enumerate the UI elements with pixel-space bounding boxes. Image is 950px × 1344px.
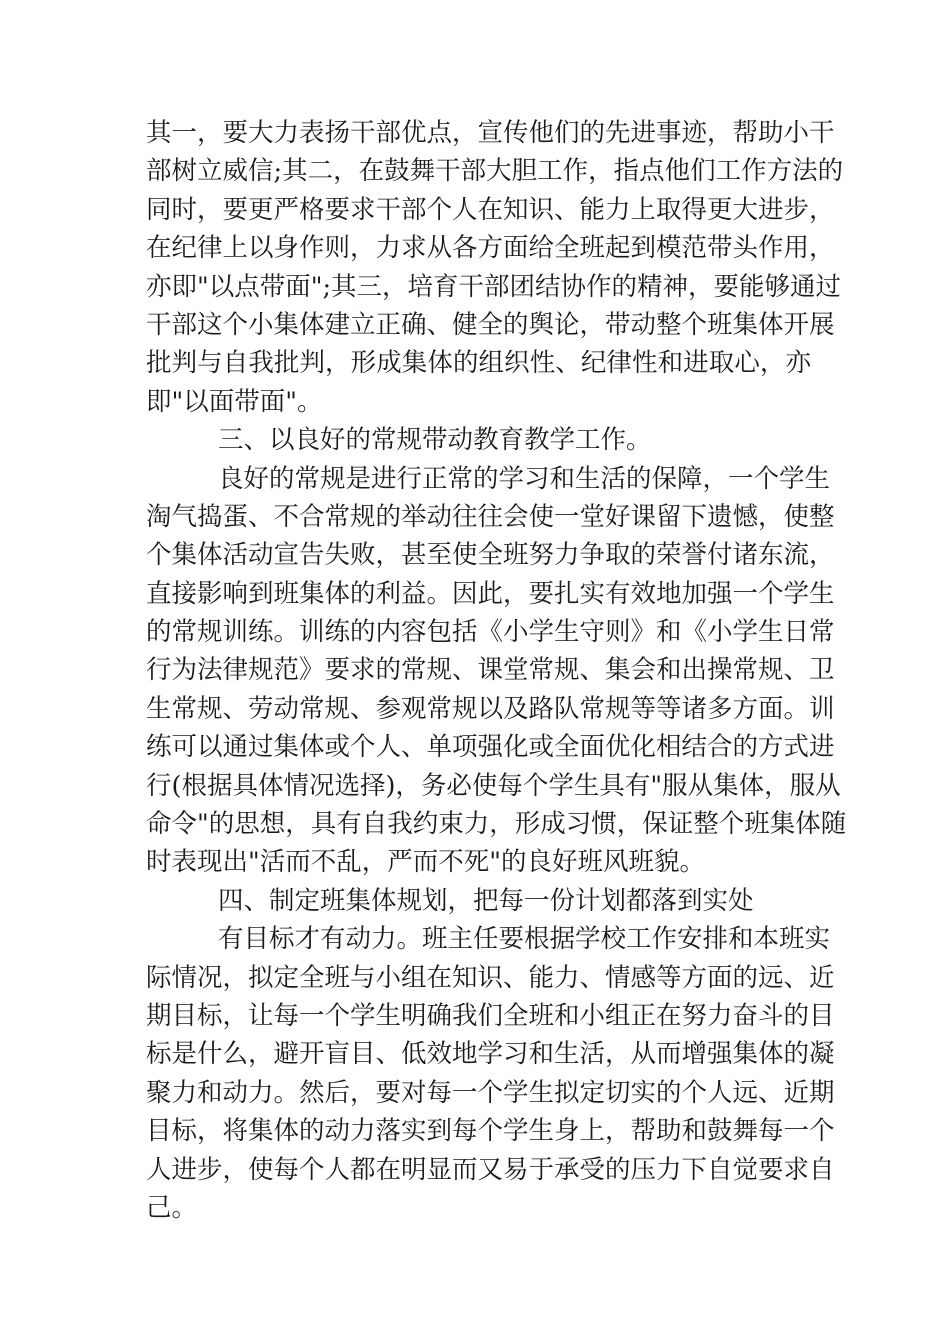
text-line: 有目标才有动力。班主任要根据学校工作安排和本班实 <box>218 924 831 955</box>
text-line: 亦即"以点带面";其三，培育干部团结协作的精神，要能够通过 <box>146 271 842 302</box>
text-line: 干部这个小集体建立正确、健全的舆论，带动整个班集体开展 <box>146 309 835 340</box>
text-line: 聚力和动力。然后，要对每一个学生拟定切实的个人远、近期 <box>146 1077 835 1108</box>
text-line: 行(根据具体情况选择)，务必使每个学生具有"服从集体，服从 <box>146 770 841 801</box>
text-line: 直接影响到班集体的利益。因此，要扎实有效地加强一个学生 <box>146 578 835 609</box>
text-line: 四、制定班集体规划，把每一份计划都落到实处 <box>218 885 754 916</box>
text-line: 三、以良好的常规带动教育教学工作。 <box>218 425 652 456</box>
text-line: 同时，要更严格要求干部个人在知识、能力上取得更大进步， <box>146 194 835 225</box>
text-line: 的常规训练。训练的内容包括《小学生守则》和《小学生日常 <box>146 617 835 648</box>
text-line: 人进步，使每个人都在明显而又易于承受的压力下自觉要求自 <box>146 1154 835 1185</box>
text-line: 时表现出"活而不乱，严而不死"的良好班风班貌。 <box>146 847 705 878</box>
text-line: 际情况，拟定全班与小组在知识、能力、情感等方面的远、近 <box>146 962 835 993</box>
text-line: 己。 <box>146 1192 198 1223</box>
text-line: 标是什么，避开盲目、低效地学习和生活，从而增强集体的凝 <box>146 1039 835 1070</box>
text-line: 个集体活动宣告失败，甚至使全班努力争取的荣誉付诸东流， <box>146 540 835 571</box>
text-line: 良好的常规是进行正常的学习和生活的保障，一个学生 <box>218 463 831 494</box>
text-line: 批判与自我批判，形成集体的组织性、纪律性和进取心，亦 <box>146 348 811 379</box>
text-line: 在纪律上以身作则，力求从各方面给全班起到模范带头作用， <box>146 233 835 264</box>
text-line: 命令"的思想，具有自我约束力，形成习惯，保证整个班集体随 <box>146 809 847 840</box>
text-line: 其一，要大力表扬干部优点，宣传他们的先进事迹，帮助小干 <box>146 118 835 148</box>
text-line: 部树立威信;其二，在鼓舞干部大胆工作，指点他们工作方法的 <box>146 156 844 187</box>
text-line: 行为法律规范》要求的常规、课堂常规、集会和出操常规、卫 <box>146 655 835 686</box>
text-line: 生常规、劳动常规、参观常规以及路队常规等等诸多方面。训 <box>146 693 835 724</box>
text-line: 目标，将集体的动力落实到每个学生身上，帮助和鼓舞每一个 <box>146 1116 835 1147</box>
text-line: 练可以通过集体或个人、单项强化或全面优化相结合的方式进 <box>146 732 835 763</box>
text-line: 期目标，让每一个学生明确我们全班和小组正在努力奋斗的目 <box>146 1000 835 1031</box>
document-body <box>146 114 847 1227</box>
text-line: 即"以面带面"。 <box>146 386 323 417</box>
text-line: 淘气捣蛋、不合常规的举动往往会使一堂好课留下遗憾，使整 <box>146 501 835 532</box>
